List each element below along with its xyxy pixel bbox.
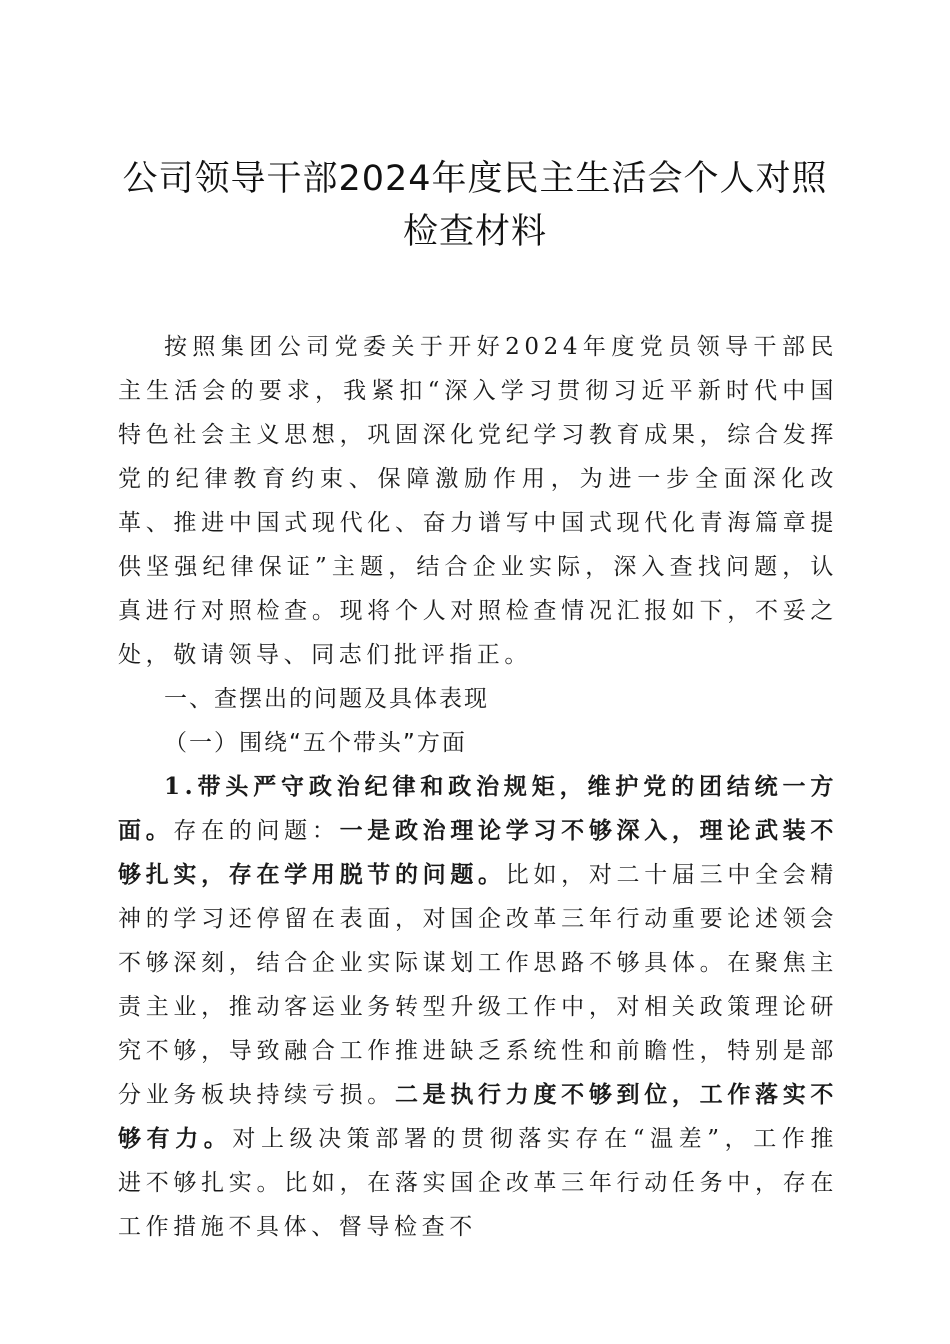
point-1-text: 比如，对二十届三中全会精神的学习还停留在表面，对国企改革三年行动重要论述领会不够深刻，结合企业实际谋划工作思路不够具体。在聚焦主责主业，推动客运业务转型升级工作中，对相关政策理论研究不够，导致融合工作推进缺乏系统性和前瞻性，特别是部分业务板块持续亏损。 (118, 862, 839, 1108)
item-paragraph (118, 765, 838, 1249)
point-2-text: 对上级决策部署的贯彻落实存在“温差”，工作推进不够扎实。比如，在落实国企改革三年行动任务中，存在工作措施不具体、督导检查不 (118, 1126, 839, 1240)
document-body (118, 325, 838, 1249)
document-title-line-2: 检查材料 (402, 212, 547, 252)
intro-paragraph: 按照集团公司党委关于开好2024年度党员领导干部民主生活会的要求，我紧扣“深入学习贯彻习近平新时代中国特色社会主义思想，巩固深化党纪学习教育成果，综合发挥党的纪律教育约束、保障激励作用，为进一步全面深化改革、推进中国式现代化、奋力谱写中国式现代化青海篇章提供坚强纪律保证”主题，结合企业实际，深入查找问题，认真进行对照检查。现将个人对照检查情况汇报如下，不妥之处，敬请领导、同志们批评指正。 (118, 334, 838, 668)
point-2-heading: 二是执行力度不够到位，工作落实不够有力。 (118, 1081, 839, 1152)
document-title-line-1: 公司领导干部2024年度民主生活会个人对照 (122, 159, 828, 199)
subsection-heading: （一）围绕“五个带头”方面 (164, 730, 467, 756)
item-lead: 存在的问题： (173, 818, 340, 844)
section-heading: 一、查摆出的问题及具体表现 (164, 686, 489, 712)
item-title: 1.带头严守政治纪律和政治规矩，维护党的团结统一方面。 (118, 773, 838, 844)
point-1-heading: 一是政治理论学习不够深入，理论武装不够扎实，存在学用脱节的问题。 (118, 817, 838, 888)
